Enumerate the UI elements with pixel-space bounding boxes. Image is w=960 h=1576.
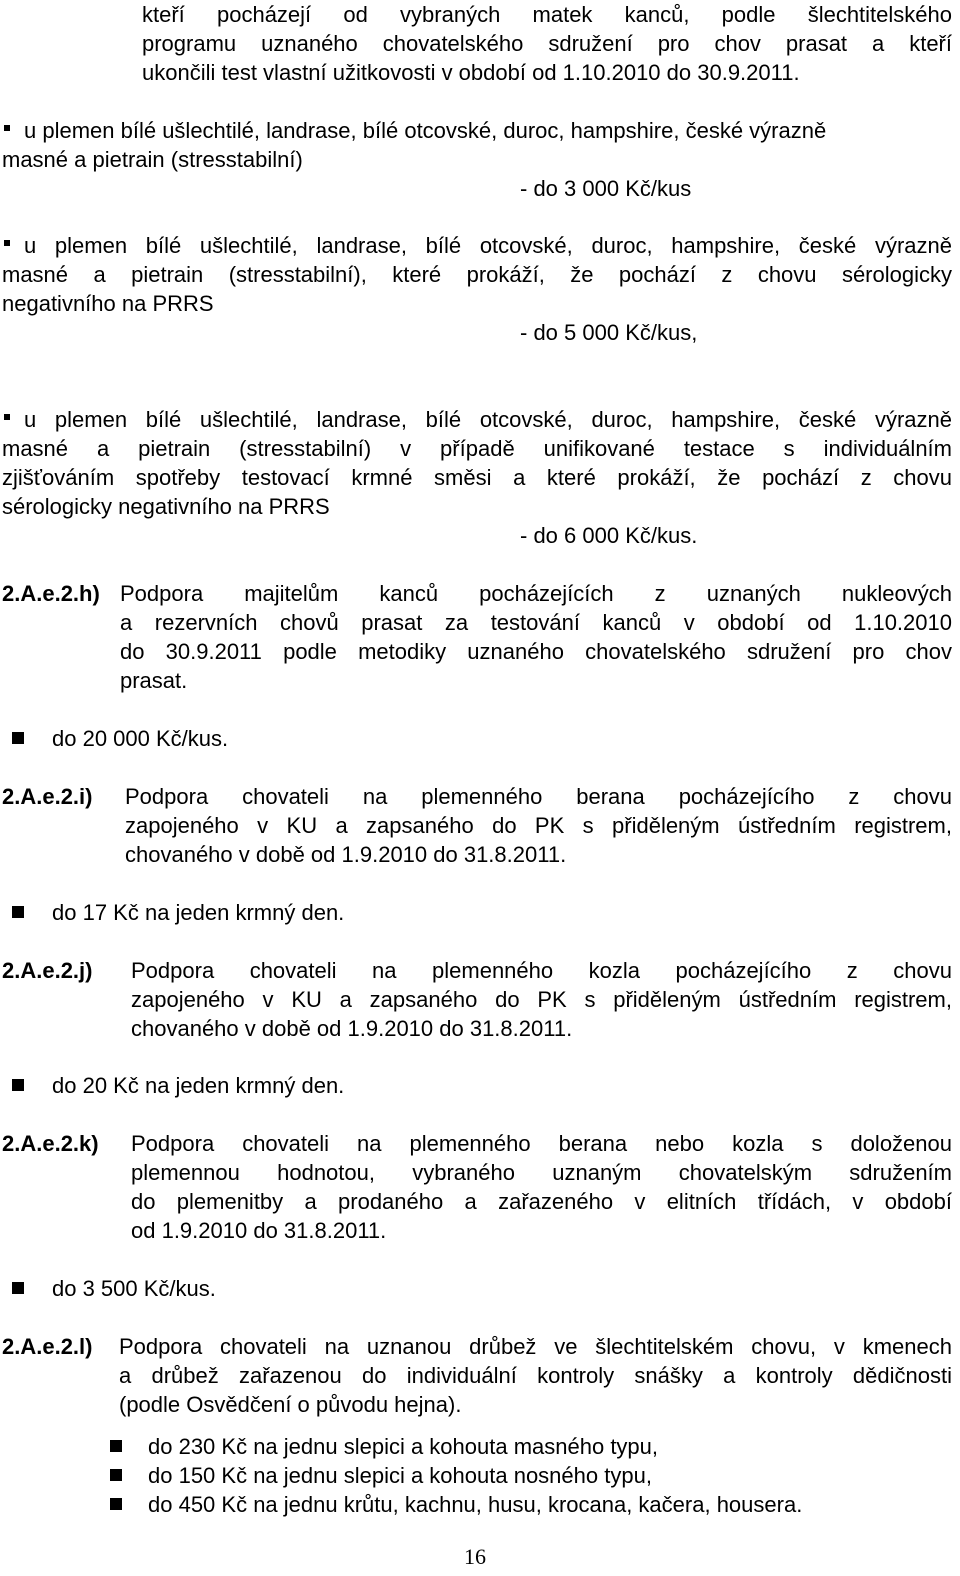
square-bullet-icon xyxy=(12,732,24,744)
square-bullet-icon xyxy=(4,414,10,420)
section-text: zapojeného v KU a zapsaného do PK s přiděleným ústředním registrem, xyxy=(125,813,952,838)
paragraph-line: kteří pocházejí od vybraných matek kanců, podle šlechtitelského xyxy=(142,2,952,27)
amount: do 3 500 Kč/kus. xyxy=(52,1276,216,1301)
bullet-text: u plemen bílé ušlechtilé, landrase, bílé otcovské, duroc, hampshire, české výrazně xyxy=(24,233,952,258)
section-text: chovaného v době od 1.9.2010 do 31.8.2011. xyxy=(125,842,567,867)
amount: do 450 Kč na jednu krůtu, kachnu, husu, krocana, kačera, housera. xyxy=(148,1492,803,1517)
bullet-text: masné a pietrain (stresstabilní) xyxy=(2,147,303,172)
section-text: od 1.9.2010 do 31.8.2011. xyxy=(131,1218,387,1243)
page-number: 16 xyxy=(464,1544,486,1569)
bullet-text: negativního na PRRS xyxy=(2,291,214,316)
amount: do 20 Kč na jeden krmný den. xyxy=(52,1073,345,1098)
section-text: prasat. xyxy=(120,668,188,693)
amount: - do 6 000 Kč/kus. xyxy=(520,523,698,548)
square-bullet-icon xyxy=(12,1282,24,1294)
square-bullet-icon xyxy=(110,1469,122,1481)
section-text: Podpora majitelům kanců pocházejících z uznaných nukleových xyxy=(120,581,952,606)
amount: - do 3 000 Kč/kus xyxy=(520,176,692,201)
section-text: chovaného v době od 1.9.2010 do 31.8.2011. xyxy=(131,1016,573,1041)
square-bullet-icon xyxy=(12,1079,24,1091)
bullet-text: masné a pietrain (stresstabilní), které prokáží, že pochází z chovu sérologicky xyxy=(2,262,952,287)
amount: do 20 000 Kč/kus. xyxy=(52,726,229,751)
section-text: Podpora chovateli na uznanou drůbež ve šlechtitelském chovu, v kmenech xyxy=(119,1334,952,1359)
section-text: Podpora chovateli na plemenného berana nebo kozla s doloženou xyxy=(131,1131,952,1156)
section-text: a drůbež zařazenou do individuální kontroly snášky a kontroly dědičnosti xyxy=(119,1363,952,1388)
bullet-text: u plemen bílé ušlechtilé, landrase, bílé otcovské, duroc, hampshire, české výrazně xyxy=(24,118,827,143)
square-bullet-icon xyxy=(110,1440,122,1452)
square-bullet-icon xyxy=(4,240,10,246)
section-text: Podpora chovateli na plemenného kozla pocházejícího z chovu xyxy=(131,958,952,983)
amount: do 150 Kč na jednu slepici a kohouta nosného typu, xyxy=(148,1463,652,1488)
bullet-text: masné a pietrain (stresstabilní) v případě unifikované testace s individuálním xyxy=(2,436,952,461)
bullet-text: u plemen bílé ušlechtilé, landrase, bílé otcovské, duroc, hampshire, české výrazně xyxy=(24,407,952,432)
section-label: 2.A.e.2.j) xyxy=(2,958,93,983)
bullet-text: sérologicky negativního na PRRS xyxy=(2,494,330,519)
section-label: 2.A.e.2.k) xyxy=(2,1131,99,1156)
amount: do 17 Kč na jeden krmný den. xyxy=(52,900,345,925)
section-text: do plemenitby a prodaného a zařazeného v elitních třídách, v období xyxy=(131,1189,952,1214)
section-text: plemennou hodnotou, vybraného uznaným chovatelským sdružením xyxy=(131,1160,952,1185)
bullet-text: zjišťováním spotřeby testovací krmné směsi a které prokáží, že pochází z chovu xyxy=(2,465,952,490)
section-text: do 30.9.2011 podle metodiky uznaného chovatelského sdružení pro chov xyxy=(120,639,952,664)
section-text: Podpora chovateli na plemenného berana pocházejícího z chovu xyxy=(125,784,952,809)
amount: - do 5 000 Kč/kus, xyxy=(520,320,698,345)
section-text: a rezervních chovů prasat za testování kanců v období od 1.10.2010 xyxy=(120,610,952,635)
section-label: 2.A.e.2.i) xyxy=(2,784,93,809)
square-bullet-icon xyxy=(12,906,24,918)
amount: do 230 Kč na jednu slepici a kohouta masného typu, xyxy=(148,1434,659,1459)
square-bullet-icon xyxy=(4,125,10,131)
section-text: (podle Osvědčení o původu hejna). xyxy=(119,1392,462,1417)
square-bullet-icon xyxy=(110,1498,122,1510)
section-label: 2.A.e.2.l) xyxy=(2,1334,93,1359)
paragraph-line: ukončili test vlastní užitkovosti v období od 1.10.2010 do 30.9.2011. xyxy=(142,60,800,85)
paragraph-line: programu uznaného chovatelského sdružení pro chov prasat a kteří xyxy=(142,31,952,56)
section-label: 2.A.e.2.h) xyxy=(2,581,100,606)
section-text: zapojeného v KU a zapsaného do PK s přiděleným ústředním registrem, xyxy=(131,987,952,1012)
